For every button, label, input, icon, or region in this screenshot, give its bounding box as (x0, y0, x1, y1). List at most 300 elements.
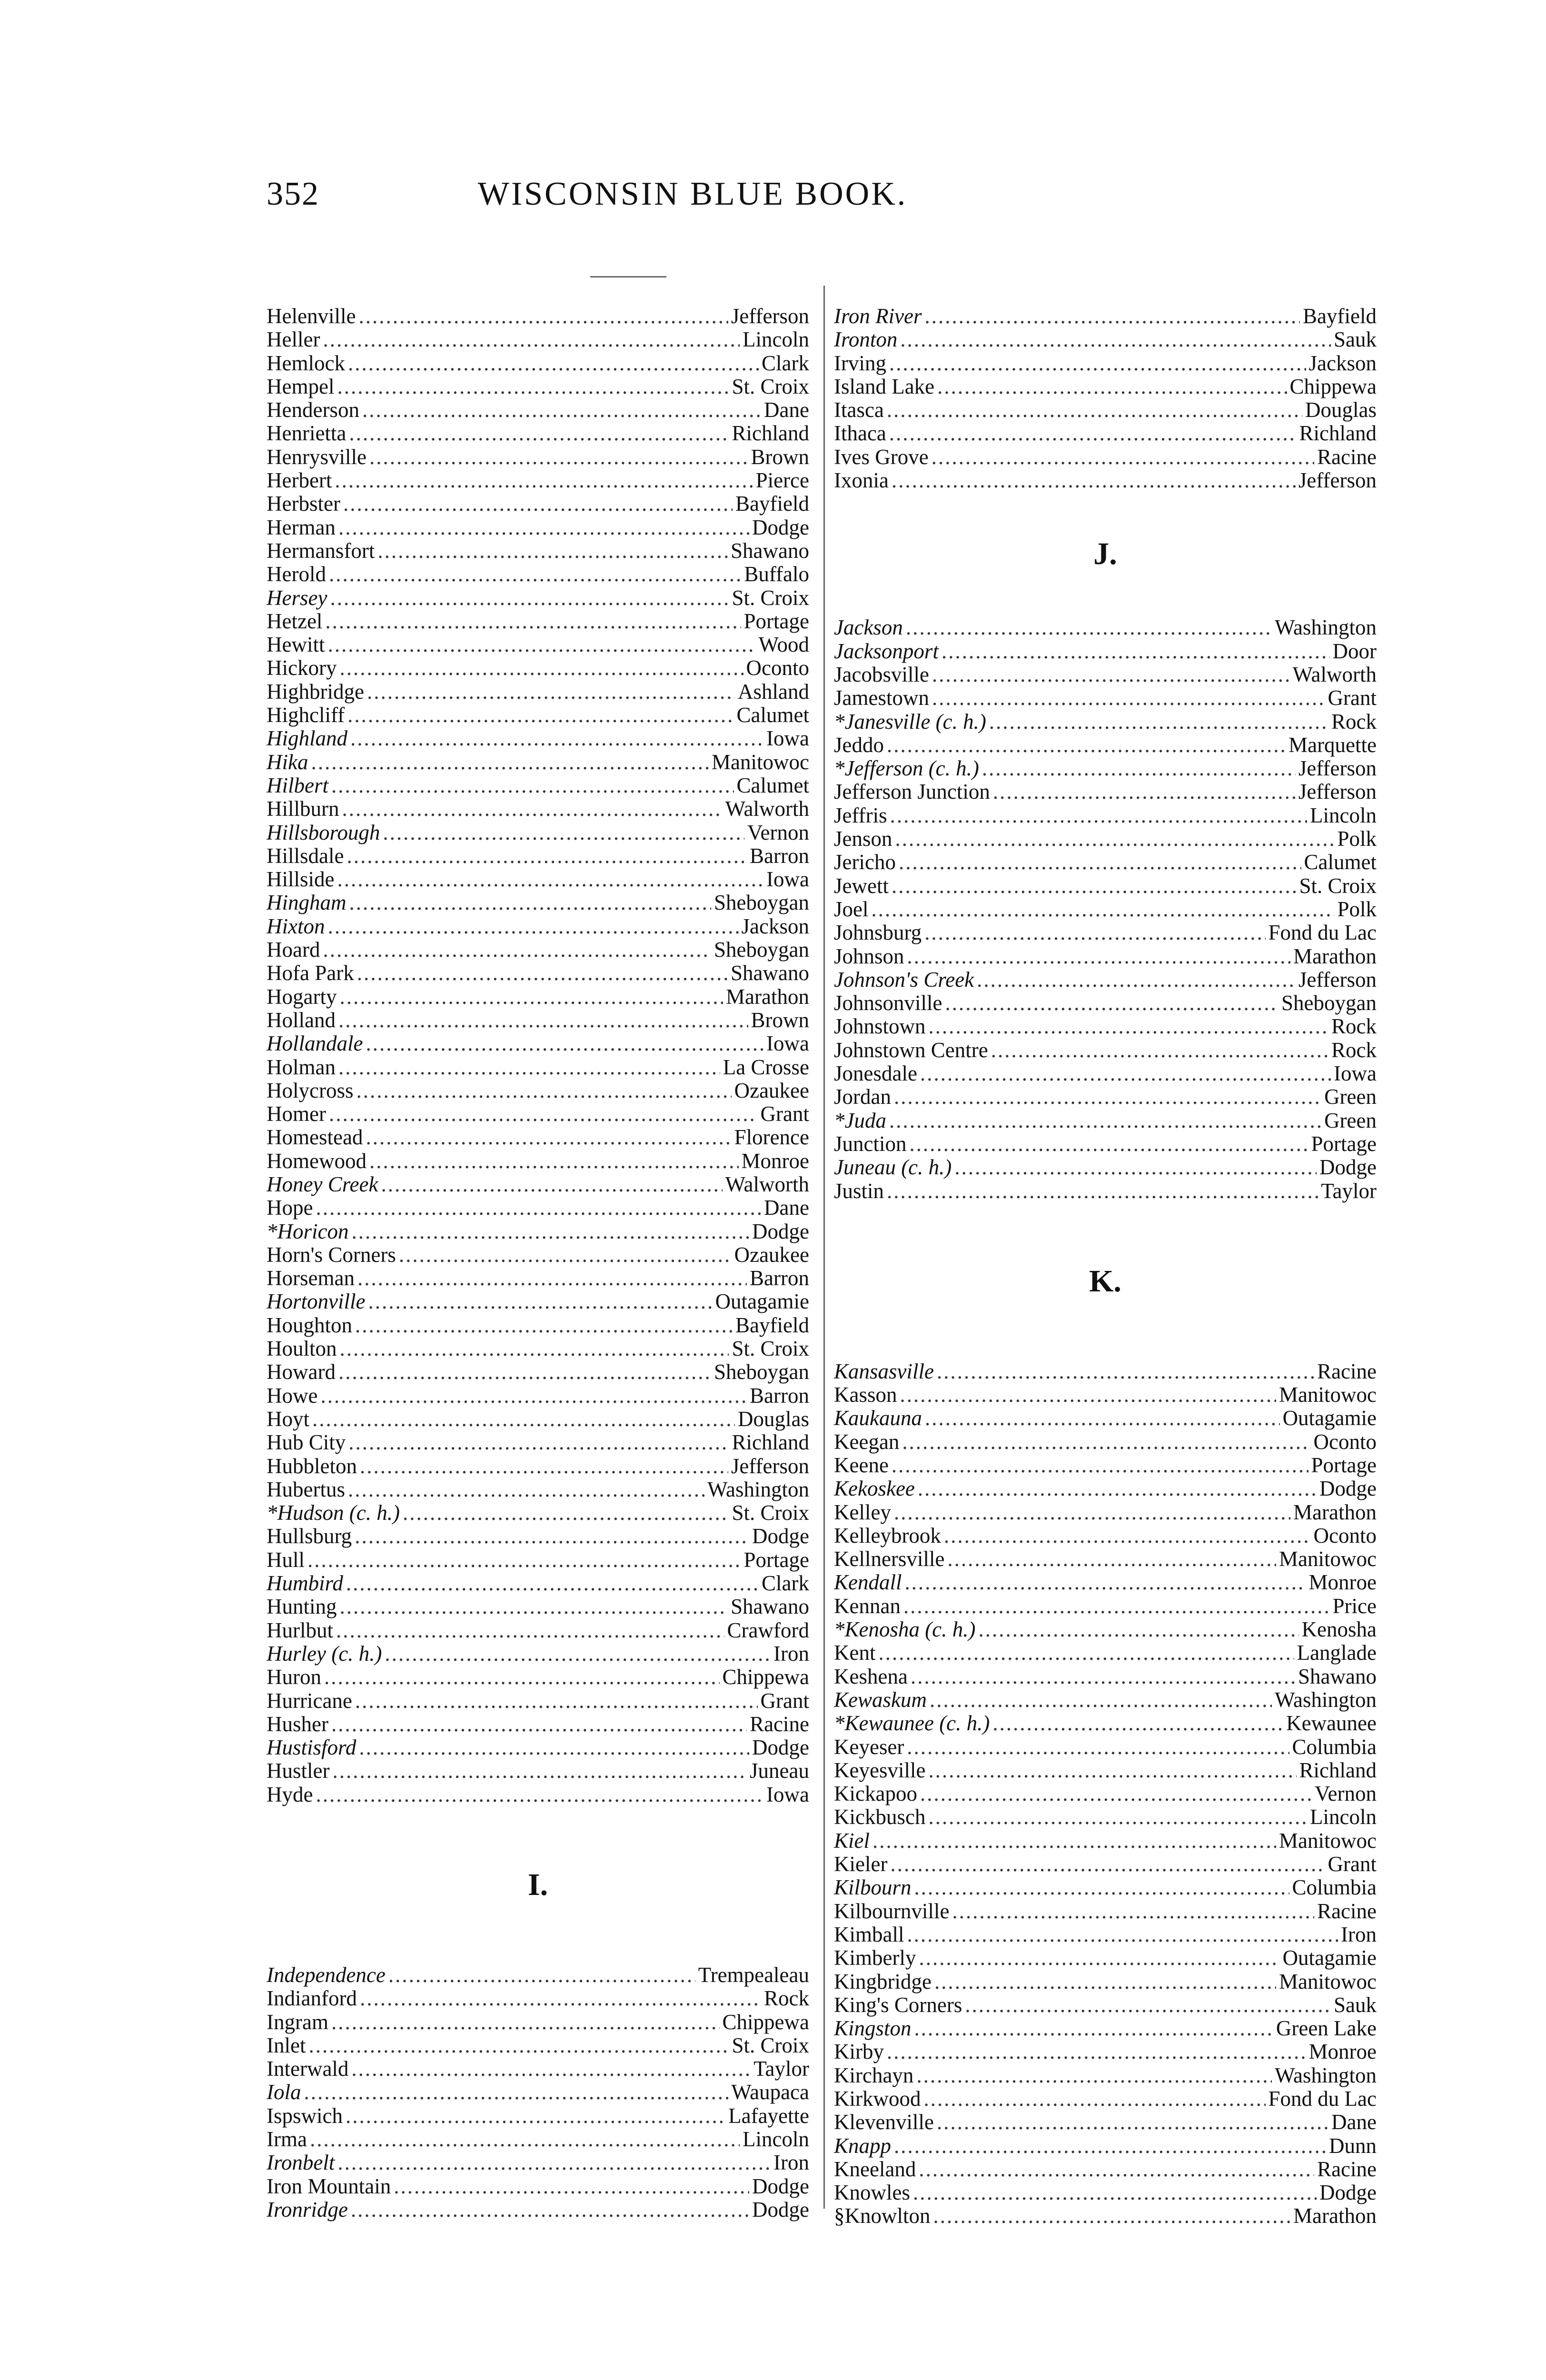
leader-dots (919, 2158, 1314, 2181)
leader-dots (887, 2040, 1306, 2063)
county-name: Rock (764, 1986, 809, 2011)
place-entry (267, 985, 809, 1009)
leader-dots (337, 2151, 771, 2174)
place-name: Honey Creek (267, 1172, 378, 1196)
place-name: Kent (834, 1641, 876, 1665)
leader-dots (906, 616, 1272, 639)
place-entry (267, 962, 809, 985)
place-entry (267, 2081, 809, 2104)
place-name: Kelleybrook (834, 1523, 941, 1547)
leader-dots (952, 1900, 1314, 1923)
leader-dots (338, 1056, 720, 1079)
leader-dots (925, 1407, 1280, 1430)
leader-dots (890, 804, 1307, 827)
leader-dots (892, 1454, 1308, 1477)
place-name: Interwald (267, 2057, 349, 2081)
leader-dots (925, 305, 1300, 328)
county-name: Washington (707, 1477, 809, 1501)
county-name: Marquette (1288, 733, 1377, 757)
place-entry (834, 851, 1377, 874)
leader-dots (351, 2057, 751, 2081)
place-name: Hickory (267, 656, 337, 680)
county-name: Dodge (752, 1524, 809, 1548)
county-name: Manitowoc (1279, 1828, 1377, 1853)
gazetteer-list-k (834, 1360, 1377, 2228)
leader-dots (916, 2064, 1272, 2087)
leader-dots (356, 1079, 731, 1102)
leader-dots (347, 844, 747, 868)
county-name: Walworth (725, 1172, 809, 1196)
leader-dots (349, 422, 729, 445)
leader-dots (989, 710, 1328, 734)
place-entry (267, 398, 809, 422)
county-name: Crawford (727, 1618, 809, 1642)
place-entry (267, 1408, 809, 1431)
right-column (834, 305, 1377, 2228)
county-name: Green (1324, 1085, 1377, 1109)
place-name: *Juda (834, 1108, 886, 1132)
leader-dots (377, 539, 728, 563)
place-name: Houlton (267, 1337, 337, 1361)
place-name: Kaukauna (834, 1406, 922, 1430)
place-name: Jonesdale (834, 1061, 917, 1086)
place-name: Henrysville (267, 445, 367, 469)
place-name: Houghton (267, 1313, 352, 1337)
county-name: Racine (1317, 1899, 1377, 1923)
county-name: Shawano (1298, 1664, 1377, 1688)
county-name: Ozaukee (734, 1242, 809, 1267)
leader-dots (928, 1759, 1296, 1782)
place-name: Horseman (267, 1266, 355, 1290)
place-name: Ironton (834, 327, 898, 352)
place-entry (834, 1688, 1377, 1712)
left-column (267, 305, 809, 2221)
county-name: Dane (1331, 2110, 1377, 2134)
county-name: Polk (1337, 827, 1377, 851)
place-entry (834, 328, 1377, 351)
leader-dots (324, 1666, 720, 1689)
leader-dots (348, 1478, 704, 1501)
section-heading-j: J. (1093, 536, 1117, 572)
place-entry (267, 610, 809, 633)
county-name: Bayfield (735, 1313, 809, 1337)
place-entry (834, 1641, 1377, 1665)
place-entry (834, 1524, 1377, 1547)
place-name: Hustisford (267, 1735, 357, 1760)
place-entry (834, 1595, 1377, 1618)
column-divider (823, 286, 825, 2209)
place-entry (267, 1360, 809, 1384)
place-name: Kneeland (834, 2157, 916, 2181)
leader-dots (362, 398, 761, 422)
place-name: Keyesville (834, 1758, 926, 1782)
place-entry (267, 1173, 809, 1196)
place-name: Indianford (267, 1986, 357, 2011)
leader-dots (323, 938, 711, 962)
county-name: Oconto (1313, 1429, 1377, 1454)
place-entry (834, 1477, 1377, 1500)
county-name: Dodge (1319, 1477, 1377, 1501)
place-name: Jeddo (834, 733, 884, 757)
leader-dots (907, 1735, 1289, 1759)
place-name: Hilbert (267, 773, 328, 797)
county-name: Monroe (741, 1149, 809, 1173)
place-entry (834, 1876, 1377, 1899)
place-entry (834, 710, 1377, 734)
place-name: Homewood (267, 1149, 367, 1173)
place-entry (834, 2064, 1377, 2087)
place-entry (834, 1062, 1377, 1085)
county-name: St. Croix (732, 1337, 809, 1361)
county-name: Taylor (1321, 1179, 1377, 1203)
place-name: Kickbusch (834, 1805, 926, 1829)
leader-dots (310, 2128, 740, 2151)
place-entry (267, 1478, 809, 1501)
place-name: Kieler (834, 1852, 888, 1876)
county-name: Wood (758, 633, 809, 657)
place-entry (834, 1547, 1377, 1571)
leader-dots (394, 2175, 749, 2198)
leader-dots (329, 1102, 758, 1126)
leader-dots (320, 1384, 747, 1408)
county-name: Shawano (731, 1595, 809, 1619)
place-entry (267, 1666, 809, 1689)
place-entry (267, 1431, 809, 1454)
leader-dots (872, 898, 1335, 921)
leader-dots (348, 1431, 729, 1454)
county-name: Chippewa (722, 2010, 809, 2034)
leader-dots (992, 1712, 1283, 1735)
place-name: Itasca (834, 398, 884, 422)
county-name: Taylor (753, 2057, 809, 2081)
county-name: Dunn (1329, 2133, 1377, 2158)
place-name: Kewaskum (834, 1687, 927, 1712)
place-entry (267, 422, 809, 445)
leader-dots (889, 352, 1306, 375)
place-entry (834, 305, 1377, 328)
county-name: Grant (760, 1102, 809, 1126)
county-name: Pierce (755, 468, 809, 493)
place-entry (267, 1783, 809, 1806)
county-name: Price (1332, 1594, 1377, 1618)
place-entry (267, 1220, 809, 1243)
county-name: Walworth (1292, 662, 1377, 686)
county-name: Marathon (726, 984, 809, 1009)
leader-dots (902, 1430, 1310, 1454)
place-entry (267, 774, 809, 797)
leader-dots (346, 1572, 759, 1595)
county-name: Brown (751, 445, 809, 469)
place-name: Herold (267, 562, 326, 586)
place-entry (834, 2040, 1377, 2063)
place-entry (834, 1039, 1377, 1062)
place-entry (267, 328, 809, 351)
county-name: Barron (750, 843, 809, 868)
county-name: Lincoln (743, 327, 809, 352)
leader-dots (357, 962, 728, 985)
leader-dots (316, 1196, 761, 1220)
leader-dots (339, 985, 723, 1009)
county-name: Richland (732, 421, 809, 446)
county-name: Green (1324, 1108, 1377, 1132)
county-name: Vernon (747, 820, 809, 844)
leader-dots (941, 640, 1330, 663)
place-name: Holycross (267, 1078, 354, 1102)
leader-dots (342, 797, 723, 821)
place-name: Kirkwood (834, 2087, 921, 2111)
county-name: Florence (734, 1125, 809, 1150)
place-entry (834, 2181, 1377, 2204)
place-entry (267, 1689, 809, 1713)
county-name: Rock (1331, 1038, 1377, 1062)
county-name: Polk (1337, 897, 1377, 921)
county-name: Dodge (1319, 2181, 1377, 2205)
place-entry (267, 1150, 809, 1173)
running-title: WISCONSIN BLUE BOOK. (477, 176, 908, 212)
place-name: *Jefferson (c. h.) (834, 756, 979, 781)
leader-dots (894, 1501, 1290, 1524)
place-entry (834, 874, 1377, 898)
place-entry (834, 616, 1377, 639)
leader-dots (928, 1805, 1307, 1829)
place-entry (267, 1267, 809, 1290)
place-name: Hillside (267, 867, 335, 892)
place-entry (267, 1384, 809, 1408)
place-name: Hersey (267, 585, 327, 610)
county-name: Rock (1331, 1014, 1377, 1039)
place-name: Island Lake (834, 374, 935, 398)
place-entry (267, 727, 809, 750)
county-name: Bayfield (1303, 304, 1377, 328)
county-name: Iowa (766, 726, 809, 751)
place-name: Kansasville (834, 1359, 934, 1383)
county-name: Juneau (750, 1759, 809, 1783)
county-name: Jefferson (1298, 756, 1377, 781)
county-name: Sheboygan (714, 891, 809, 915)
place-entry (834, 780, 1377, 803)
place-name: Homestead (267, 1125, 363, 1150)
leader-dots (369, 446, 748, 469)
leader-dots (934, 1970, 1276, 1993)
place-name: Jackson (834, 615, 903, 640)
place-name: Herman (267, 515, 336, 539)
county-name: Manitowoc (1279, 1383, 1377, 1407)
leader-dots (894, 1085, 1321, 1109)
leader-dots (368, 1290, 712, 1313)
place-entry (267, 633, 809, 656)
place-name: §Knowlton (834, 2204, 931, 2228)
place-name: Johnson's Creek (834, 967, 974, 992)
county-name: Monroe (1308, 2040, 1377, 2064)
place-name: Johnstown Centre (834, 1038, 988, 1062)
place-name: Horn's Corners (267, 1242, 396, 1267)
county-name: Clark (762, 1571, 809, 1596)
leader-dots (899, 851, 1301, 874)
place-entry (267, 1572, 809, 1595)
place-entry (267, 1243, 809, 1267)
place-name: Kimball (834, 1922, 904, 1946)
place-name: Hubertus (267, 1477, 345, 1501)
leader-dots (360, 1455, 728, 1478)
leader-dots (878, 1641, 1294, 1665)
place-entry (267, 2104, 809, 2128)
county-name: St. Croix (1299, 873, 1377, 898)
leader-dots (887, 734, 1286, 757)
place-entry (267, 492, 809, 516)
place-name: *Janesville (c. h.) (834, 709, 986, 734)
place-name: Ispswich (267, 2103, 343, 2128)
place-name: Knowles (834, 2181, 910, 2205)
county-name: Washington (1275, 615, 1377, 640)
leader-dots (346, 2104, 725, 2128)
place-entry (834, 1109, 1377, 1132)
leader-dots (307, 1548, 741, 1572)
leader-dots (388, 1964, 695, 1987)
leader-dots (360, 1987, 761, 2010)
leader-dots (937, 1360, 1314, 1383)
place-name: Herbert (267, 468, 332, 493)
leader-dots (929, 1015, 1328, 1038)
leader-dots (337, 375, 729, 398)
place-name: Jenson (834, 827, 892, 851)
leader-dots (920, 1782, 1312, 1805)
place-entry (267, 2057, 809, 2081)
county-name: St. Croix (732, 2033, 809, 2057)
place-entry (267, 352, 809, 375)
leader-dots (937, 375, 1287, 398)
leader-dots (944, 1524, 1311, 1547)
county-name: Sheboygan (714, 1360, 809, 1384)
leader-dots (337, 868, 764, 891)
place-entry (267, 2198, 809, 2221)
place-name: Joel (834, 897, 869, 921)
county-name: Iron (773, 1641, 809, 1666)
place-name: Keshena (834, 1664, 908, 1688)
county-name: Jackson (741, 914, 809, 938)
county-name: Langlade (1297, 1641, 1377, 1665)
leader-dots (351, 2198, 749, 2221)
place-entry (834, 992, 1377, 1015)
section-heading-k: K. (1089, 1263, 1121, 1299)
leader-dots (892, 469, 1296, 492)
county-name: Manitowoc (1279, 1969, 1377, 1993)
county-name: Washington (1275, 1687, 1377, 1712)
county-name: Racine (1317, 445, 1377, 469)
county-name: Washington (1275, 2063, 1377, 2087)
county-name: Jefferson (1298, 468, 1377, 493)
place-name: Hunting (267, 1595, 337, 1619)
county-name: Kenosha (1301, 1617, 1377, 1642)
leader-dots (331, 774, 734, 797)
leader-dots (914, 2017, 1273, 2040)
county-name: Bayfield (735, 492, 809, 516)
place-name: Humbird (267, 1571, 343, 1596)
leader-dots (367, 680, 735, 704)
county-name: Dodge (752, 2174, 809, 2198)
place-name: Kiel (834, 1828, 870, 1853)
place-entry (267, 1290, 809, 1313)
county-name: Dodge (752, 1219, 809, 1243)
place-name: Hub City (267, 1430, 346, 1455)
county-name: Vernon (1315, 1782, 1377, 1806)
place-entry (834, 2134, 1377, 2158)
place-name: Hollandale (267, 1031, 363, 1056)
place-entry (834, 1900, 1377, 1923)
county-name: St. Croix (732, 1501, 809, 1525)
leader-dots (383, 821, 744, 844)
county-name: Marathon (1293, 2204, 1377, 2228)
place-entry (267, 1525, 809, 1548)
leader-dots (930, 1688, 1272, 1712)
county-name: Dodge (752, 2197, 809, 2221)
leader-dots (311, 751, 709, 774)
leader-dots (913, 2181, 1317, 2204)
county-name: Grant (760, 1688, 809, 1713)
place-name: Irving (834, 351, 886, 375)
leader-dots (914, 1876, 1289, 1899)
county-name: Chippewa (1289, 374, 1377, 398)
leader-dots (347, 704, 733, 727)
section-heading-i: I. (527, 1867, 548, 1902)
leader-dots (993, 780, 1296, 803)
county-name: Jefferson (1298, 780, 1377, 804)
gazetteer-list-j (834, 616, 1377, 1202)
county-name: Racine (750, 1712, 809, 1736)
place-name: Hermansfort (267, 538, 375, 563)
leader-dots (352, 1220, 750, 1243)
place-name: Iron River (834, 304, 922, 328)
place-entry (267, 938, 809, 962)
county-name: Dane (764, 398, 809, 422)
leader-dots (381, 1173, 722, 1196)
place-name: Kennan (834, 1594, 901, 1618)
leader-dots (900, 1383, 1277, 1407)
leader-dots (340, 1337, 729, 1360)
place-name: Hika (267, 750, 308, 774)
place-entry (834, 1360, 1377, 1383)
county-name: Monroe (1308, 1570, 1377, 1595)
place-entry (834, 640, 1377, 663)
place-entry (267, 1337, 809, 1360)
leader-dots (903, 1595, 1330, 1618)
county-name: Lafayette (728, 2103, 809, 2128)
place-entry (267, 516, 809, 539)
leader-dots (403, 1501, 729, 1525)
county-name: Portage (743, 609, 809, 633)
county-name: Calumet (736, 703, 809, 727)
place-entry (267, 1736, 809, 1759)
place-name: Jamestown (834, 686, 929, 710)
county-name: Jackson (1308, 351, 1377, 375)
leader-dots (338, 1009, 748, 1032)
leader-dots (338, 516, 749, 539)
county-name: Rock (1331, 709, 1377, 734)
county-name: St. Croix (732, 374, 809, 398)
place-name: Kirby (834, 2040, 884, 2064)
leader-dots (894, 2134, 1326, 2158)
county-name: Buffalo (744, 562, 809, 586)
leader-dots (978, 1618, 1298, 1641)
county-name: Brown (751, 1008, 809, 1032)
page-number: 352 (267, 176, 319, 212)
place-name: Hemlock (267, 351, 345, 375)
leader-dots (918, 1477, 1317, 1500)
place-name: Highland (267, 726, 348, 751)
place-name: Juneau (c. h.) (834, 1155, 952, 1180)
leader-dots (385, 1642, 771, 1666)
place-entry (834, 1180, 1377, 1203)
place-entry (834, 827, 1377, 851)
